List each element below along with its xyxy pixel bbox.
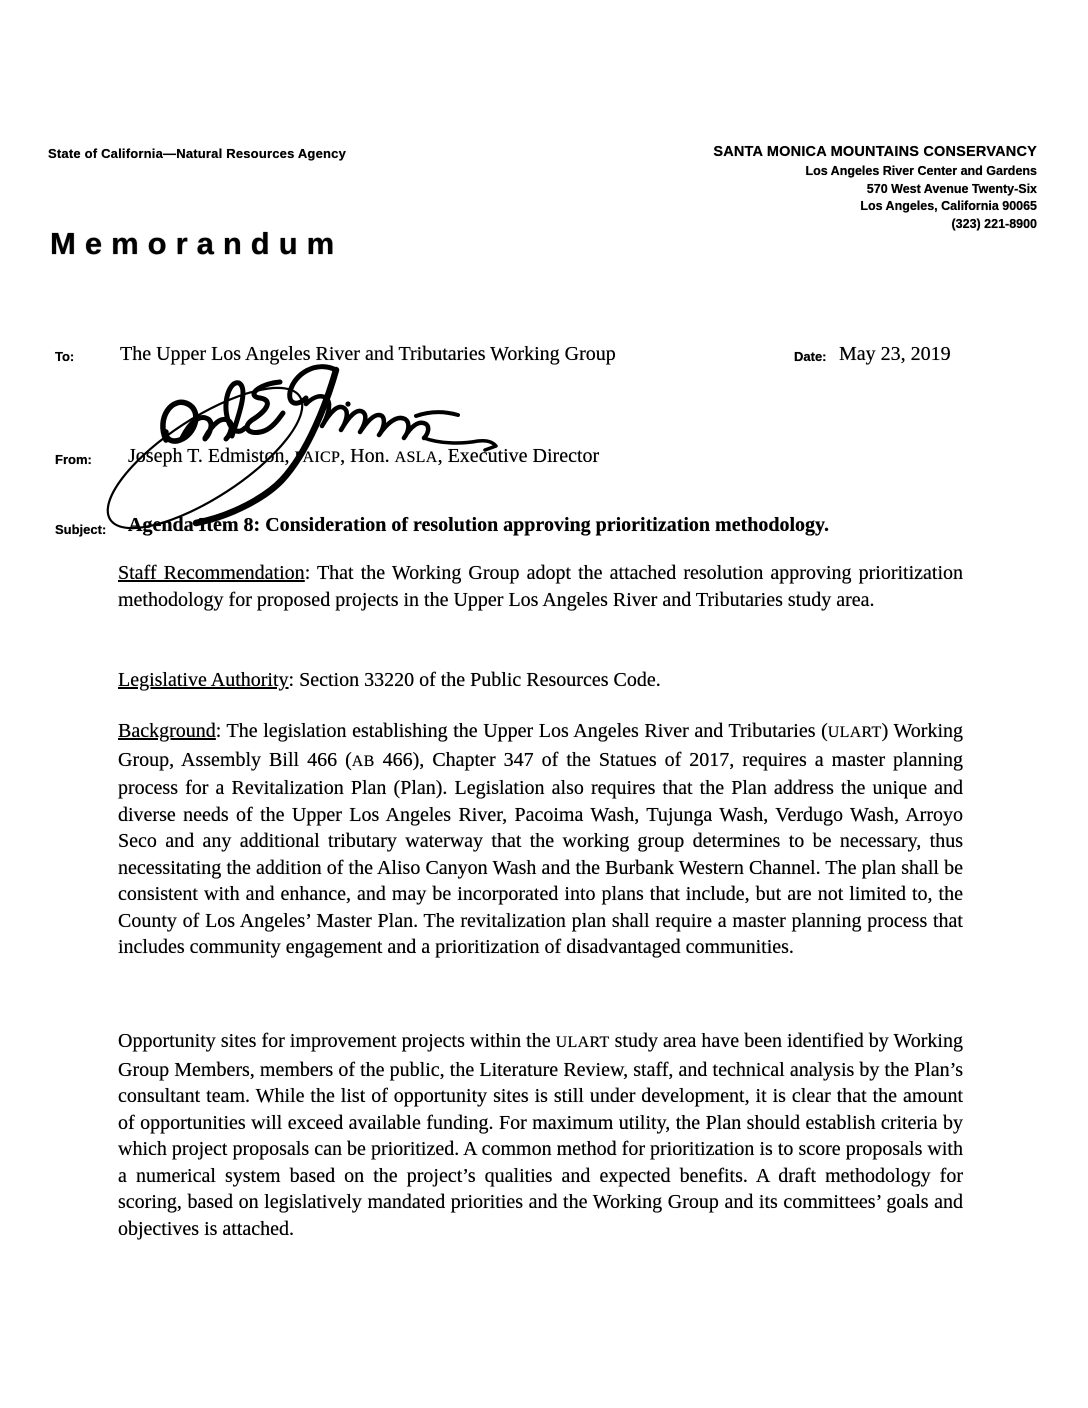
from-value: Joseph T. Edmiston, FAICP, Hon. ASLA, Executive Director [128, 445, 600, 467]
handwritten-signature [80, 360, 510, 535]
subject-value: Agenda Item 8: Consideration of resolution approving prioritization methodology. [128, 514, 829, 536]
to-value: The Upper Los Angeles River and Tributaries Working Group [120, 343, 616, 365]
from-label: From: [55, 452, 92, 467]
letterhead-agency: State of California—Natural Resources Agency [48, 146, 347, 161]
letterhead-address-line: Los Angeles River Center and Gardens [805, 164, 1037, 178]
subject-label: Subject: [55, 522, 107, 537]
paragraph-legislative-authority: Legislative Authority: Section 33220 of the Public Resources Code. [118, 669, 661, 691]
paragraph-staff-recommendation: Staff Recommendation: That the Working Group adopt the attached resolution approving prioritization methodology for proposed projects in the Upper Los Angeles River and Tributaries study area. [118, 562, 964, 611]
to-label: To: [55, 349, 75, 364]
paragraph-opportunity: Opportunity sites for improvement projects within the ULART study area have been identified by Working Group Members, members of the public, the Literature Review, staff, and technical analysis by the Plan’s consultant team. While the list of opportunity sites is still under development, it is clear that the amount of opportunities will exceed available funding. For maximum utility, the Plan should establish criteria by which project proposals can be prioritized. A common method for prioritization is to score proposals with a numerical system based on the project’s qualities and expected benefits. A draft methodology for scoring, based on legislatively mandated priorities and the Working Group and its committees’ goals and objectives is attached. [118, 1030, 963, 1240]
letterhead-organization: SANTA MONICA MOUNTAINS CONSERVANCY [713, 144, 1037, 160]
letterhead-phone: (323) 221-8900 [951, 216, 1037, 231]
letterhead-address-line: Los Angeles, California 90065 [860, 199, 1037, 213]
memo-title: Memorandum [50, 226, 344, 261]
paragraph-background: Background: The legislation establishing the Upper Los Angeles River and Tributaries (ULART) Working Group, Assembly Bill 466 (AB 466), Chapter 347 of the Statues of 2017, requires a master planning process for a Revitalization Plan (Plan). Legislation also requires that the Plan address the unique and diverse needs of the Upper Los Angeles River, Pacoima Wash, Tujunga Wash, Verdugo Wash, Arroyo Seco and any additional tributary waterway that the working group determines to be necessary, thus necessitating the addition of the Aliso Canyon Wash and the Burbank Western Channel. The plan shall be consistent with and enhance, and may be incorporated into plans that include, but are not limited to, the County of Los Angeles’ Master Plan. The revitalization plan shall require a master planning process that includes community engagement and a prioritization of disadvantaged communities. [118, 720, 964, 958]
letterhead-block [713, 144, 1037, 233]
date-label: Date: [794, 349, 827, 364]
letterhead-address-line: 570 West Avenue Twenty-Six [866, 181, 1037, 196]
date-value: May 23, 2019 [839, 343, 951, 365]
